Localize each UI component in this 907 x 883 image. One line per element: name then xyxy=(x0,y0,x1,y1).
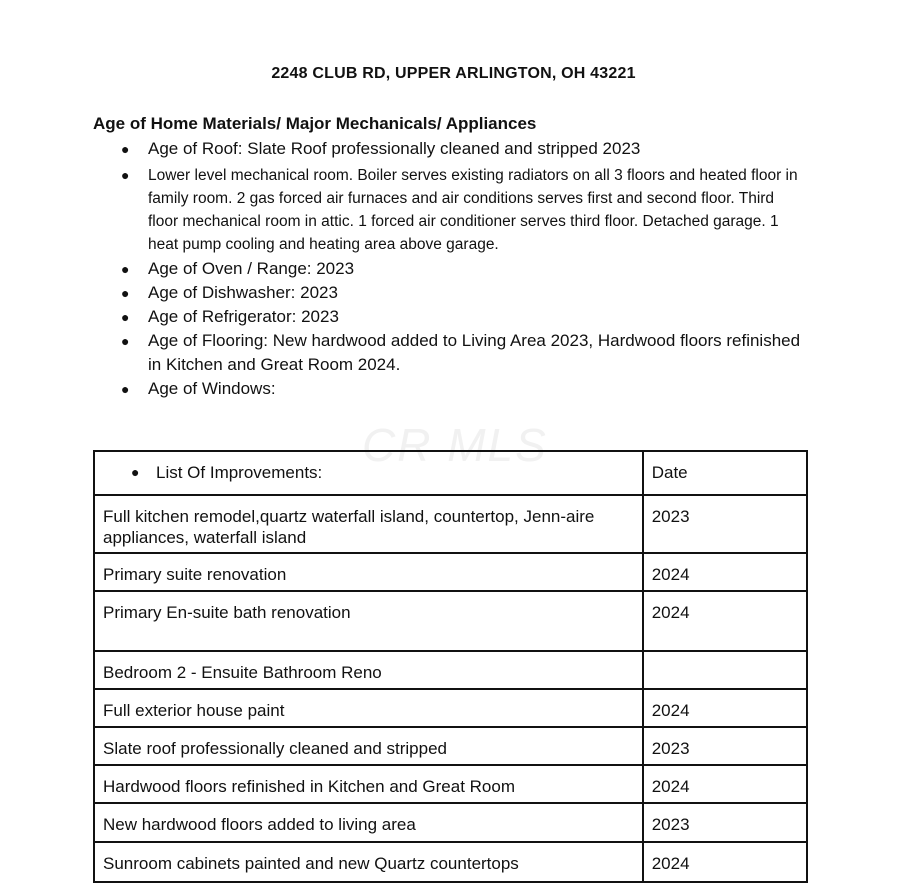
table-row xyxy=(94,689,807,727)
improvements-table xyxy=(93,450,808,883)
date-cell: 2023 xyxy=(643,495,807,553)
improvement-cell: Primary En-suite bath renovation xyxy=(94,591,643,651)
table-row xyxy=(94,651,807,689)
table-row xyxy=(94,495,807,553)
list-item xyxy=(93,161,808,257)
header-improvements-cell xyxy=(94,451,643,495)
date-cell: 2023 xyxy=(643,803,807,842)
watermark: CR MLS xyxy=(362,419,548,471)
table-row xyxy=(94,803,807,842)
list-item xyxy=(93,305,808,329)
table-row xyxy=(94,553,807,591)
improvement-cell: New hardwood floors added to living area xyxy=(94,803,643,842)
improvement-cell: Slate roof professionally cleaned and stripped xyxy=(94,727,643,765)
header-date-label: Date xyxy=(651,463,688,482)
table-row xyxy=(94,842,807,882)
date-cell: 2024 xyxy=(643,591,807,651)
bullet-icon: ● xyxy=(121,285,130,301)
improvement-cell: Sunroom cabinets painted and new Quartz countertops xyxy=(94,842,643,882)
date-cell: 2024 xyxy=(643,553,807,591)
date-cell xyxy=(643,651,807,689)
list-item-text: Age of Oven / Range: 2023 xyxy=(148,259,355,278)
bullet-icon: ● xyxy=(121,141,130,157)
bullet-icon: ● xyxy=(121,261,130,277)
list-item xyxy=(93,377,808,401)
table-header-row xyxy=(94,451,807,495)
list-item-text: Age of Roof: Slate Roof professionally cleaned and stripped 2023 xyxy=(148,139,641,158)
bullet-icon: ● xyxy=(121,167,130,183)
list-item xyxy=(93,329,808,377)
table-row xyxy=(94,591,807,651)
improvement-cell: Full kitchen remodel,quartz waterfall island, countertop, Jenn-aire appliances, waterfall island xyxy=(94,495,643,553)
improvement-cell: Bedroom 2 - Ensuite Bathroom Reno xyxy=(94,651,643,689)
table-row xyxy=(94,727,807,765)
list-item-text: Age of Dishwasher: 2023 xyxy=(148,283,338,302)
bullet-icon: ● xyxy=(131,464,140,480)
header-improvements-label: List Of Improvements: xyxy=(156,463,323,482)
date-cell: 2024 xyxy=(643,842,807,882)
list-item-text: Lower level mechanical room. Boiler serves existing radiators on all 3 floors and heated floor in family room. 2 gas forced air furnaces and air conditions serves first and second floor. Third floor mechanical room in attic. 1 forced air conditioner serves third floor. Detached garage. 1 heat pump cooling and heating area above garage. xyxy=(148,167,798,253)
header-date-cell xyxy=(643,451,807,495)
page-title: 2248 CLUB RD, UPPER ARLINGTON, OH 43221 xyxy=(271,65,636,82)
bullet-icon: ● xyxy=(121,333,130,349)
bullet-icon: ● xyxy=(121,309,130,325)
improvement-cell: Hardwood floors refinished in Kitchen and Great Room xyxy=(94,765,643,803)
list-item-text: Age of Flooring: New hardwood added to Living Area 2023, Hardwood floors refinished in Kitchen and Great Room 2024. xyxy=(148,331,801,374)
list-item xyxy=(93,281,808,305)
improvement-cell: Full exterior house paint xyxy=(94,689,643,727)
date-cell: 2024 xyxy=(643,765,807,803)
table-row xyxy=(94,765,807,803)
list-item xyxy=(93,257,808,281)
list-item xyxy=(93,137,808,161)
date-cell: 2024 xyxy=(643,689,807,727)
materials-list xyxy=(93,137,808,401)
list-item-text: Age of Refrigerator: 2023 xyxy=(148,307,339,326)
bullet-icon: ● xyxy=(121,381,130,397)
improvement-cell: Primary suite renovation xyxy=(94,553,643,591)
date-cell: 2023 xyxy=(643,727,807,765)
section-heading: Age of Home Materials/ Major Mechanicals/ Appliances xyxy=(93,114,537,133)
list-item-text: Age of Windows: xyxy=(148,379,276,398)
